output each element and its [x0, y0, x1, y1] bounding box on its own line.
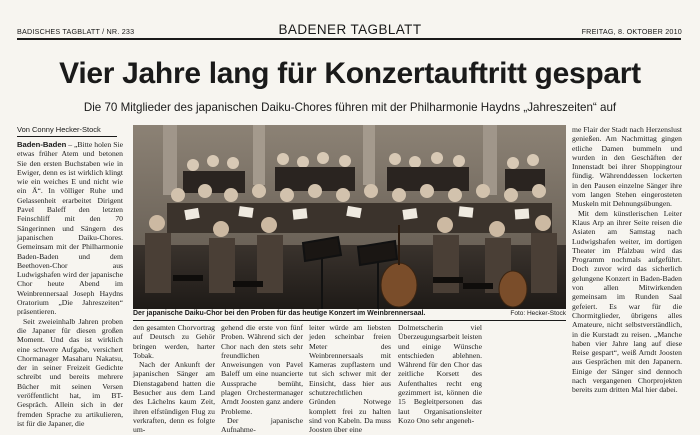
paragraph: leiter würde am liebsten jeden scheinbar freien Meter des Weinbrennersaals mit Kameras zupflastern und tut sich schwer mit der Einsicht, dass hier aus schutzrechtlichen Gründen Notwege komplett frei zu halten sind von Kabeln. Da muss Joosten über eine [309, 323, 391, 435]
caption-rule [133, 320, 566, 321]
article-column-6 [572, 125, 682, 412]
article-headline: Vier Jahre lang für Konzertauftritt gespart [59, 57, 641, 90]
section-title: BADENER TAGBLATT [278, 22, 422, 37]
article-column-4 [309, 323, 391, 435]
article-column-1 [17, 140, 123, 428]
paragraph: Dolmetscherin viel Überzeugungsarbeit leisten und einige Wünsche entschieden ablehnen. Während für den Chor das zeitliche Korsett des Aufenthaltes recht eng gezimmert ist, können die 15 Begleitpersonen das laut Organisationsleiter Kozo Ono sehr angeneh- [398, 323, 482, 425]
article-column-3 [221, 323, 303, 435]
article-column-5 [398, 323, 482, 425]
dateline: Baden-Baden [17, 140, 67, 149]
paragraph: Nach der Ankunft der japanischen Sänger am Dienstagabend hatten die Besucher aus dem Land des Lächelns kaum Zeit, ihren elfstündigen Flug zu verkraften, denn es folgte um- [133, 360, 215, 435]
paragraph: – „Bitte holen Sie etwas früher Atem und betonen Sie den ersten Buchstaben wie in Ewiger, denn es ist wirklich klingt wie ein weiches E und nicht wie ein Ä“. In völliger Ruhe und Gelassenheit erarbeitet Dirigent Pavel Baleff den letzten Feinschliff mit den 70 Sängerinnen und Sängern des japanischen Daiku-Chores. Gemeinsam mit der Philharmonie Baden-Baden und dem Beethoven-Chor aus Ludwigshafen wird der japanische Chor heute Abend im Weinbrennersaal Joseph Haydns Oratorium „Die Jahreszeiten“ präsentieren. [17, 140, 123, 317]
issue-date: FREITAG, 8. OKTOBER 2010 [581, 27, 682, 36]
photo-caption [133, 310, 566, 317]
paragraph: Mit dem künstlerischen Leiter Klaus Arp an ihrer Seite reisen die Asiaten am Samstag nach Ludwigshafen weiter, im dortigen Theater im Pfalzbau wird das Programm nochmals aufgeführt. Doch zuvor wird das sicherlich gelungene Konzert in Baden-Baden von allen Mitwirkenden gemeinsam im Runden Saal gefeiert. Es war für die Chormitglieder, übrigens alles Amateure, nicht selbstverständlich, in die Kurstadt zu reisen. „Manche haben vier Jahre lang auf diese Reise gespart“, weiß Arndt Joosten aus Gesprächen mit den Japanern. Einige der Sänger sind dennoch nach vergangenen Chorprojekten bereits zum dritten Mal hier dabei. [572, 208, 682, 395]
paragraph: gehend die erste von fünf Proben. Während sich der Chor nach den stets sehr freundlichen Anweisungen von Pavel Baleff um eine nuancierte Aussprache bemüht, plagen Orchestermanager Arndt Joosten ganz andere Probleme. [221, 323, 303, 416]
article-byline: Von Conny Hecker-Stock [17, 125, 117, 137]
photo-credit: Foto: Hecker-Stock [510, 310, 566, 317]
article-column-2 [133, 323, 215, 435]
choir-rehearsal-image [133, 125, 566, 309]
header-rule [17, 38, 681, 40]
paragraph: Seit zweieinhalb Jahren proben die Japaner für diesen großen Moment. Und das ist wirklich eine schwere Aufgabe, versichert Chormanager Masaharu Nakatsu, der in seiner Freizeit Gedichte schreibt und bereits mehrere Bücher mit seinen Versen veröffentlicht hat, im BT-Gespräch. Allein sich in der fremden Sprache zu artikulieren, ist für die Japaner, die [17, 316, 123, 428]
paper-edition: BADISCHES TAGBLATT / NR. 233 [17, 27, 135, 36]
article-subhead: Die 70 Mitglieder des japanischen Daiku-Chores führen mit der Philharmonie Haydns „Jahreszeiten“ auf [83, 101, 617, 114]
paragraph: den gesamten Chorvortrag auf Deutsch zu Gehör bringen werden, harter Tobak. [133, 323, 215, 360]
caption-text: Der japanische Daiku-Chor bei den Proben für das heutige Konzert im Weinbrennersaal. [133, 310, 426, 317]
choir-photo [133, 125, 566, 309]
paragraph: me Flair der Stadt nach Herzenslust genießen. Am Nachmittag gingen etliche Damen bummeln und wurden in den Geschäften der Innenstadt bei ihrer Shoppingtour fündig. Währenddessen lockerten in den Pausen einzelne Sänger ihre vom langen Stehen eingerosteten Muskeln mit Dehnungsübungen. [572, 125, 682, 209]
paragraph: Der japanische Aufnahme- [221, 415, 303, 435]
